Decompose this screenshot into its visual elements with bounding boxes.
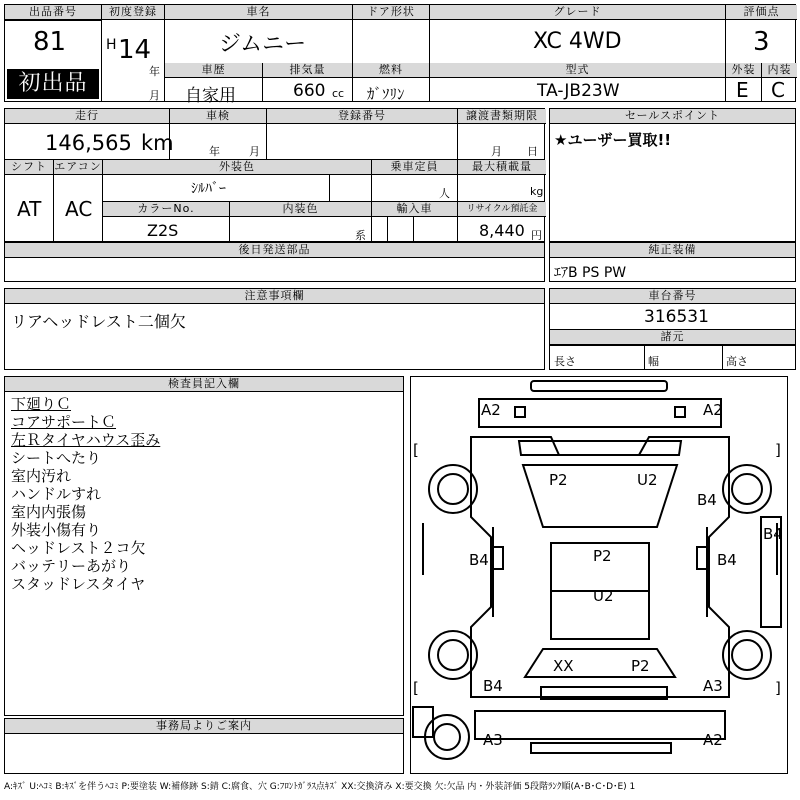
mileage-unit: km <box>141 131 174 155</box>
grade-header: グレード <box>430 5 725 20</box>
mark-hood-right: U2 <box>637 471 658 489</box>
inspector-note-line: 室内汚れ <box>11 467 72 485</box>
vehicle-info-table <box>4 108 545 242</box>
era-mark: H <box>106 37 117 53</box>
mileage-value: 146,565 <box>45 131 132 155</box>
inspector-box <box>4 376 404 716</box>
score-value: 3 <box>753 27 770 57</box>
import-header: 輸入車 <box>372 202 457 217</box>
mark-bracket-left: [ <box>413 441 419 459</box>
capacity-unit: 人 <box>439 187 450 200</box>
int-color-header: 内装色 <box>230 202 371 217</box>
mark-fender-right: B4 <box>697 491 717 509</box>
mark-bracket-right: ] <box>775 441 781 459</box>
int-color-unit: 系 <box>355 229 366 242</box>
car-name-header: 車名 <box>165 5 352 20</box>
sales-point-value: ★ユーザー買取!! <box>554 131 672 149</box>
interior-value: C <box>771 78 785 102</box>
length-label: 長さ <box>554 355 576 368</box>
dims-header: 諸元 <box>550 330 795 345</box>
score-header: 評価点 <box>726 5 797 20</box>
ac-header: エアコン <box>54 160 102 173</box>
load-header: 最大積載量 <box>458 160 546 175</box>
inspector-note-line: ヘッドレスト２コ欠 <box>11 539 146 557</box>
width-label: 幅 <box>648 355 659 368</box>
fuel-value: ｶﾞｿﾘﾝ <box>367 85 405 103</box>
ac-value: AC <box>65 197 93 221</box>
caution-box <box>4 288 545 370</box>
shift-header: シフト <box>5 160 53 175</box>
recycle-header: リサイクル預託金 <box>458 202 546 217</box>
caution-header: 注意事項欄 <box>5 289 544 304</box>
later-parts-header: 後日発送部品 <box>5 243 544 258</box>
office-header: 事務局よりご案内 <box>5 719 403 734</box>
first-listing-badge: 初出品 <box>7 69 99 99</box>
mark-hood-left: P2 <box>549 471 568 489</box>
grade-value: XC 4WD <box>533 29 622 54</box>
mark-rear-right: P2 <box>631 657 650 675</box>
displacement-value: 660 <box>293 81 326 101</box>
inspector-note-line: バッテリーあがり <box>11 557 132 575</box>
recycle-unit: 円 <box>531 229 542 242</box>
transfer-day: 日 <box>527 145 538 158</box>
transfer-month: 月 <box>491 145 502 158</box>
inspector-header: 検査員記入欄 <box>5 377 403 392</box>
mark-fender-far-right: B4 <box>763 525 783 543</box>
car-name-value: ジムニー <box>219 32 307 57</box>
mark-quarter-right: A3 <box>703 677 723 695</box>
chassis-header: 車台番号 <box>550 289 795 304</box>
ext-color-header: 外装色 <box>103 160 371 175</box>
mark-quarter-left: B4 <box>483 677 503 695</box>
exterior-header: 外装 <box>726 63 761 78</box>
first-reg-header: 初度登録 <box>102 5 164 20</box>
mark-rear-left: XX <box>553 657 574 675</box>
exterior-value: E <box>736 78 749 102</box>
mark-bumper-left: A3 <box>483 731 503 749</box>
color-no-header: カラーNo. <box>103 202 229 217</box>
inspector-note-line: スタッドレスタイヤ <box>11 575 146 593</box>
mark-roof-top: P2 <box>593 547 612 565</box>
recycle-value: 8,440 <box>479 221 525 240</box>
model-header: 型式 <box>430 63 725 78</box>
sales-point-box <box>549 108 796 242</box>
lot-no-header: 出品番号 <box>5 5 101 20</box>
fuel-header: 燃料 <box>353 63 429 78</box>
door-header: ドア形状 <box>353 5 429 20</box>
chassis-box <box>549 288 796 370</box>
mark-bracket-right-2: ] <box>775 679 781 697</box>
inspector-note-line: 室内内張傷 <box>11 503 87 521</box>
inspection-year: 年 <box>209 145 220 158</box>
inspector-note-line: 下廻りＣ <box>11 395 72 413</box>
lot-no-value: 81 <box>33 27 67 57</box>
history-value: 自家用 <box>185 86 236 106</box>
car-outline <box>411 377 789 775</box>
equipment-value: ｴｱB PS PW <box>554 265 627 281</box>
inspector-notes <box>11 395 160 593</box>
ext-color-value: ｼﾙﾊﾞｰ <box>191 181 226 197</box>
legend-footer: A:ｷｽﾞ U:ﾍｺﾐ B:ｷｽﾞを伴うﾍｺﾐ P:要塗装 W:補修跡 S:錆 C:腐食、穴 G:ﾌﾛﾝﾄｶﾞﾗｽ点ｷｽﾞ XX:交換済み X:要交換 欠:欠品 内・外装評価 5段階ﾗﾝｸ順(A･B･C･D･E) 1 <box>4 782 636 792</box>
reg-no-header: 登録番号 <box>267 109 457 124</box>
chassis-value: 316531 <box>644 307 709 327</box>
mark-front-left: A2 <box>481 401 501 419</box>
later-parts-box <box>4 242 545 282</box>
first-reg-year: 14 <box>118 35 152 65</box>
car-diagram <box>410 376 788 774</box>
inspector-note-line: 外装小傷有り <box>11 521 102 539</box>
inspection-header: 車検 <box>170 109 266 124</box>
mark-bracket-left-2: [ <box>413 679 419 697</box>
displacement-unit: cc <box>332 87 345 100</box>
capacity-header: 乗車定員 <box>372 160 457 175</box>
mark-door-right: B4 <box>717 551 737 569</box>
mileage-header: 走行 <box>5 109 169 124</box>
inspector-note-line: シートへたり <box>11 449 102 467</box>
office-box <box>4 718 404 774</box>
transfer-header: 譲渡書類期限 <box>458 109 546 124</box>
header-table <box>4 4 796 106</box>
equipment-box <box>549 242 796 282</box>
mark-roof-bottom: U2 <box>593 587 614 605</box>
month-unit: 月 <box>149 89 160 102</box>
equipment-header: 純正装備 <box>550 243 795 258</box>
color-no-value: Z2S <box>147 221 179 240</box>
mark-door-left: B4 <box>469 551 489 569</box>
inspector-note-line: コアサポートＣ <box>11 413 117 431</box>
year-unit: 年 <box>149 65 160 78</box>
height-label: 高さ <box>726 355 748 368</box>
shift-value: AT <box>17 197 42 221</box>
caution-value: リアヘッドレスト二個欠 <box>11 312 186 331</box>
inspector-note-line: 左Ｒタイヤハウス歪み <box>11 431 161 449</box>
inspection-month: 月 <box>249 145 260 158</box>
inspector-note-line: ハンドルすれ <box>11 485 102 503</box>
displacement-header: 排気量 <box>263 63 352 78</box>
model-value: TA-JB23W <box>537 81 620 101</box>
mark-bumper-right: A2 <box>703 731 723 749</box>
sales-point-header: セールスポイント <box>550 109 795 124</box>
history-header: 車歴 <box>165 63 262 78</box>
mark-front-right: A2 <box>703 401 723 419</box>
load-unit: kg <box>530 185 544 198</box>
interior-header: 内装 <box>762 63 797 78</box>
